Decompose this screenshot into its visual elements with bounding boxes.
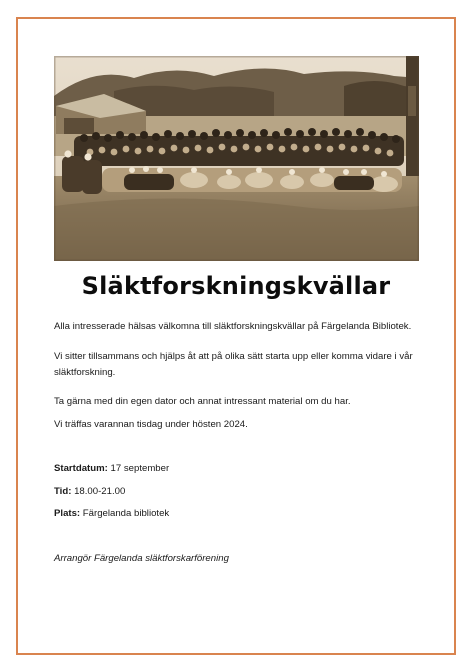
place-line [54,506,169,521]
start-date-line [54,461,169,476]
time-value: 18.00-21.00 [71,486,126,497]
time-line [54,484,125,499]
time-label: Tid: [54,486,72,497]
place-value: Färgelanda bibliotek [80,508,170,519]
group-photo-image [54,56,419,261]
schedule-paragraph: Vi träffas varannan tisdag under hösten 2024. [54,419,248,430]
page-title: Släktforskningskvällar [81,272,391,300]
start-date-value: 17 september [107,463,170,474]
intro-paragraph: Alla intresserade hälsas välkomna till släktforskningskvällar på Färgelanda Bibliotek. [54,321,412,332]
group-photo [54,56,419,261]
description-paragraph: Vi sitter tillsammans och hjälps åt att på olika sätt starta upp eller komma vidare i vår släktforskning. [54,351,413,378]
organizer-line: Arrangör Färgelanda släktforskarförening [54,553,229,564]
bring-paragraph: Ta gärna med din egen dator och annat intressant material om du har. [54,396,351,407]
place-label: Plats: [54,508,81,519]
start-date-label: Startdatum: [54,463,108,474]
